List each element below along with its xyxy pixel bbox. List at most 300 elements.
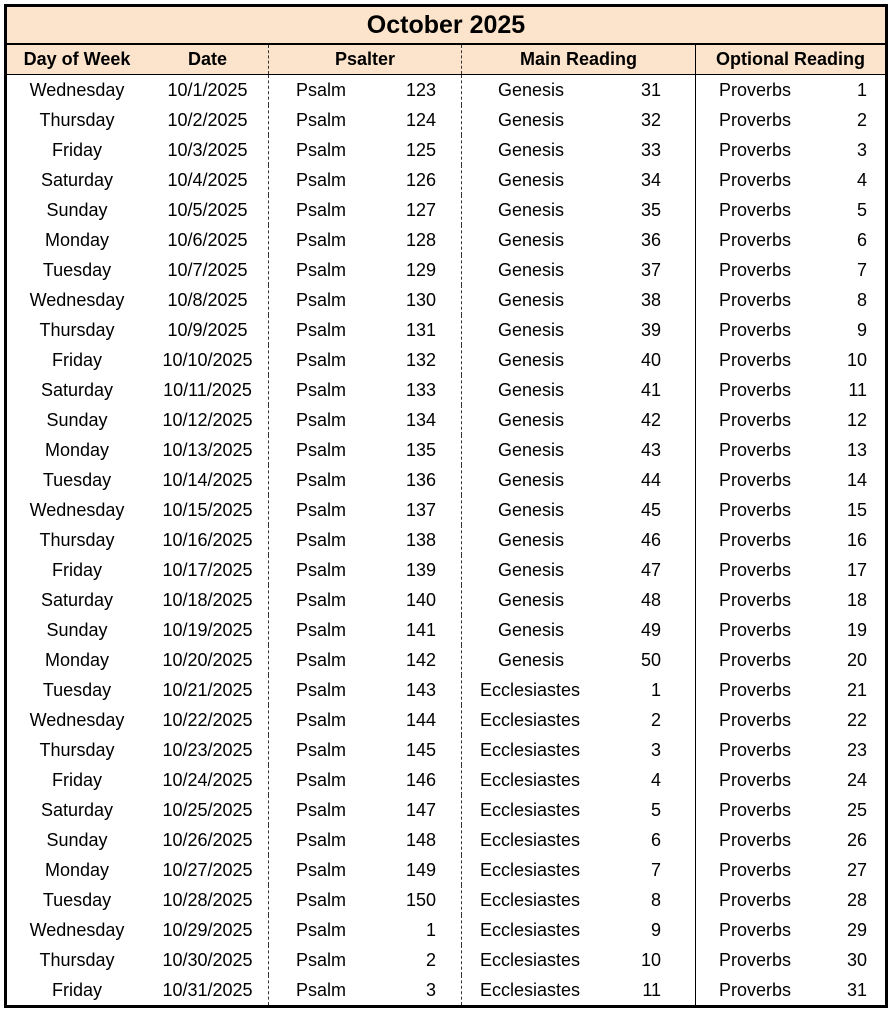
cell-main-reading (462, 705, 696, 735)
optional-reading-book: Proverbs (719, 259, 792, 280)
main-reading-chapter: 37 (640, 259, 661, 280)
cell-psalter (269, 885, 462, 915)
optional-reading-chapter: 15 (846, 499, 867, 520)
cell-day-of-week: Wednesday (29, 79, 125, 100)
header-row (7, 45, 885, 75)
cell-main-reading (462, 555, 696, 585)
main-reading-book: Genesis (498, 499, 565, 520)
optional-reading-book: Proverbs (719, 919, 792, 940)
psalter-book: Psalm (296, 739, 347, 760)
psalter-chapter: 144 (405, 709, 436, 730)
psalter-chapter: 142 (405, 649, 436, 670)
cell-date: 10/30/2025 (147, 945, 269, 975)
main-reading-chapter: 39 (640, 319, 661, 340)
cell-day-of-week: Saturday (40, 589, 114, 610)
cell-main-reading (462, 885, 696, 915)
psalter-book: Psalm (296, 229, 347, 250)
cell-day-of-week: Monday (44, 439, 110, 460)
cell-date: 10/27/2025 (147, 855, 269, 885)
optional-reading-book: Proverbs (719, 739, 792, 760)
main-reading-book: Ecclesiastes (480, 799, 581, 820)
main-reading-chapter: 4 (650, 769, 661, 790)
optional-reading-chapter: 20 (846, 649, 867, 670)
cell-day-of-week: Tuesday (42, 469, 112, 490)
psalter-book: Psalm (296, 619, 347, 640)
main-reading-book: Genesis (498, 109, 565, 130)
psalter-book: Psalm (296, 319, 347, 340)
psalter-book: Psalm (296, 289, 347, 310)
main-reading-book: Genesis (498, 169, 565, 190)
table-body (7, 75, 885, 1005)
cell-psalter (269, 555, 462, 585)
psalter-book: Psalm (296, 679, 347, 700)
cell-date: 10/15/2025 (147, 495, 269, 525)
psalter-chapter: 138 (405, 529, 436, 550)
cell-date: 10/2/2025 (147, 105, 269, 135)
cell-date: 10/3/2025 (147, 135, 269, 165)
psalter-chapter: 124 (405, 109, 436, 130)
cell-optional-reading (696, 585, 885, 615)
psalter-chapter: 139 (405, 559, 436, 580)
psalter-chapter: 126 (405, 169, 436, 190)
cell-psalter (269, 525, 462, 555)
cell-psalter (269, 915, 462, 945)
table-row (7, 915, 885, 945)
cell-optional-reading (696, 615, 885, 645)
optional-reading-chapter: 28 (846, 889, 867, 910)
cell-main-reading (462, 255, 696, 285)
cell-main-reading (462, 525, 696, 555)
cell-psalter (269, 795, 462, 825)
psalter-chapter: 141 (405, 619, 436, 640)
main-reading-book: Genesis (498, 259, 565, 280)
psalter-chapter: 147 (405, 799, 436, 820)
main-reading-chapter: 5 (650, 799, 661, 820)
optional-reading-chapter: 18 (846, 589, 867, 610)
cell-date: 10/16/2025 (147, 525, 269, 555)
cell-psalter (269, 705, 462, 735)
main-reading-book: Genesis (498, 529, 565, 550)
psalter-book: Psalm (296, 859, 347, 880)
optional-reading-chapter: 10 (846, 349, 867, 370)
optional-reading-book: Proverbs (719, 109, 792, 130)
optional-reading-chapter: 13 (846, 439, 867, 460)
cell-optional-reading (696, 945, 885, 975)
psalter-book: Psalm (296, 349, 347, 370)
psalter-book: Psalm (296, 79, 347, 100)
cell-psalter (269, 165, 462, 195)
cell-psalter (269, 285, 462, 315)
table-row (7, 405, 885, 435)
cell-psalter (269, 105, 462, 135)
optional-reading-chapter: 25 (846, 799, 867, 820)
cell-main-reading (462, 795, 696, 825)
main-reading-chapter: 43 (640, 439, 661, 460)
cell-day-of-week: Sunday (46, 829, 108, 850)
optional-reading-chapter: 17 (846, 559, 867, 580)
psalter-book: Psalm (296, 889, 347, 910)
cell-main-reading (462, 675, 696, 705)
cell-optional-reading (696, 555, 885, 585)
main-reading-book: Genesis (498, 349, 565, 370)
cell-day-of-week: Friday (51, 979, 102, 1000)
cell-main-reading (462, 285, 696, 315)
table-row (7, 975, 885, 1005)
cell-main-reading (462, 435, 696, 465)
main-reading-book: Ecclesiastes (480, 769, 581, 790)
psalter-chapter: 129 (405, 259, 436, 280)
cell-optional-reading (696, 825, 885, 855)
main-reading-book: Genesis (498, 469, 565, 490)
cell-optional-reading (696, 285, 885, 315)
main-reading-book: Genesis (498, 559, 565, 580)
main-reading-chapter: 31 (640, 79, 661, 100)
cell-optional-reading (696, 75, 885, 105)
main-reading-book: Genesis (498, 289, 565, 310)
psalter-chapter: 143 (405, 679, 436, 700)
optional-reading-book: Proverbs (719, 859, 792, 880)
table-row (7, 555, 885, 585)
cell-main-reading (462, 165, 696, 195)
main-reading-chapter: 48 (640, 589, 661, 610)
psalter-book: Psalm (296, 259, 347, 280)
optional-reading-chapter: 8 (856, 289, 867, 310)
cell-psalter (269, 615, 462, 645)
cell-date: 10/9/2025 (147, 315, 269, 345)
cell-date: 10/8/2025 (147, 285, 269, 315)
cell-main-reading (462, 975, 696, 1005)
main-reading-book: Genesis (498, 199, 565, 220)
psalter-book: Psalm (296, 979, 347, 1000)
cell-day-of-week: Thursday (39, 109, 115, 130)
cell-main-reading (462, 915, 696, 945)
cell-optional-reading (696, 735, 885, 765)
cell-date: 10/14/2025 (147, 465, 269, 495)
psalter-book: Psalm (296, 649, 347, 670)
cell-day-of-week: Sunday (46, 409, 108, 430)
optional-reading-chapter: 30 (846, 949, 867, 970)
cell-optional-reading (696, 435, 885, 465)
cell-day-of-week: Tuesday (42, 679, 112, 700)
cell-main-reading (462, 855, 696, 885)
table-row (7, 255, 885, 285)
cell-psalter (269, 315, 462, 345)
cell-day-of-week: Friday (51, 559, 102, 580)
psalter-chapter: 133 (405, 379, 436, 400)
header-optional-reading: Optional Reading (715, 49, 865, 69)
optional-reading-book: Proverbs (719, 469, 792, 490)
optional-reading-chapter: 21 (846, 679, 867, 700)
main-reading-book: Genesis (498, 619, 565, 640)
psalter-chapter: 131 (405, 319, 436, 340)
main-reading-chapter: 40 (640, 349, 661, 370)
table-row (7, 375, 885, 405)
psalter-chapter: 148 (405, 829, 436, 850)
cell-optional-reading (696, 885, 885, 915)
optional-reading-chapter: 2 (856, 109, 867, 130)
main-reading-book: Ecclesiastes (480, 889, 581, 910)
main-reading-chapter: 42 (640, 409, 661, 430)
cell-main-reading (462, 345, 696, 375)
cell-psalter (269, 465, 462, 495)
cell-day-of-week: Sunday (46, 619, 108, 640)
psalter-book: Psalm (296, 499, 347, 520)
cell-day-of-week: Saturday (40, 799, 114, 820)
cell-psalter (269, 945, 462, 975)
optional-reading-book: Proverbs (719, 319, 792, 340)
optional-reading-book: Proverbs (719, 559, 792, 580)
cell-date: 10/5/2025 (147, 195, 269, 225)
psalter-chapter: 146 (405, 769, 436, 790)
optional-reading-book: Proverbs (719, 889, 792, 910)
cell-main-reading (462, 465, 696, 495)
cell-main-reading (462, 645, 696, 675)
optional-reading-book: Proverbs (719, 529, 792, 550)
psalter-chapter: 3 (425, 979, 436, 1000)
main-reading-book: Ecclesiastes (480, 829, 581, 850)
cell-optional-reading (696, 165, 885, 195)
optional-reading-chapter: 19 (846, 619, 867, 640)
cell-date: 10/11/2025 (147, 375, 269, 405)
optional-reading-chapter: 3 (856, 139, 867, 160)
cell-date: 10/23/2025 (147, 735, 269, 765)
cell-psalter (269, 375, 462, 405)
cell-psalter (269, 675, 462, 705)
cell-optional-reading (696, 405, 885, 435)
cell-psalter (269, 435, 462, 465)
cell-psalter (269, 765, 462, 795)
optional-reading-book: Proverbs (719, 229, 792, 250)
cell-day-of-week: Wednesday (29, 919, 125, 940)
psalter-chapter: 132 (405, 349, 436, 370)
cell-psalter (269, 135, 462, 165)
cell-psalter (269, 195, 462, 225)
psalter-chapter: 145 (405, 739, 436, 760)
optional-reading-book: Proverbs (719, 589, 792, 610)
main-reading-book: Genesis (498, 319, 565, 340)
cell-main-reading (462, 225, 696, 255)
table-row (7, 345, 885, 375)
cell-main-reading (462, 135, 696, 165)
main-reading-chapter: 47 (640, 559, 661, 580)
table-row (7, 135, 885, 165)
main-reading-chapter: 8 (650, 889, 661, 910)
cell-date: 10/10/2025 (147, 345, 269, 375)
cell-day-of-week: Monday (44, 859, 110, 880)
cell-date: 10/1/2025 (147, 75, 269, 105)
table-title: October 2025 (7, 7, 885, 45)
psalter-chapter: 137 (405, 499, 436, 520)
cell-optional-reading (696, 375, 885, 405)
psalter-book: Psalm (296, 199, 347, 220)
table-row (7, 645, 885, 675)
main-reading-book: Genesis (498, 409, 565, 430)
psalter-chapter: 2 (425, 949, 436, 970)
optional-reading-book: Proverbs (719, 439, 792, 460)
table-row (7, 615, 885, 645)
table-row (7, 825, 885, 855)
cell-optional-reading (696, 675, 885, 705)
optional-reading-chapter: 14 (846, 469, 867, 490)
cell-day-of-week: Sunday (46, 199, 108, 220)
main-reading-book: Ecclesiastes (480, 709, 581, 730)
psalter-chapter: 149 (405, 859, 436, 880)
psalter-book: Psalm (296, 709, 347, 730)
psalter-book: Psalm (296, 559, 347, 580)
optional-reading-book: Proverbs (719, 289, 792, 310)
main-reading-book: Ecclesiastes (480, 979, 581, 1000)
optional-reading-book: Proverbs (719, 979, 792, 1000)
psalter-chapter: 128 (405, 229, 436, 250)
main-reading-chapter: 2 (650, 709, 661, 730)
table-row (7, 795, 885, 825)
psalter-book: Psalm (296, 799, 347, 820)
cell-date: 10/29/2025 (147, 915, 269, 945)
table-row (7, 525, 885, 555)
cell-psalter (269, 405, 462, 435)
cell-main-reading (462, 765, 696, 795)
table-row (7, 435, 885, 465)
main-reading-book: Ecclesiastes (480, 739, 581, 760)
cell-main-reading (462, 615, 696, 645)
main-reading-chapter: 7 (650, 859, 661, 880)
optional-reading-book: Proverbs (719, 79, 792, 100)
cell-optional-reading (696, 465, 885, 495)
cell-day-of-week: Tuesday (42, 259, 112, 280)
cell-day-of-week: Monday (44, 649, 110, 670)
cell-date: 10/21/2025 (147, 675, 269, 705)
optional-reading-chapter: 24 (846, 769, 867, 790)
psalter-chapter: 140 (405, 589, 436, 610)
psalter-book: Psalm (296, 379, 347, 400)
psalter-book: Psalm (296, 469, 347, 490)
main-reading-chapter: 49 (640, 619, 661, 640)
header-day-of-week: Day of Week (23, 49, 131, 69)
cell-psalter (269, 645, 462, 675)
cell-optional-reading (696, 195, 885, 225)
cell-optional-reading (696, 495, 885, 525)
main-reading-book: Genesis (498, 649, 565, 670)
main-reading-chapter: 9 (650, 919, 661, 940)
cell-day-of-week: Tuesday (42, 889, 112, 910)
table-row (7, 675, 885, 705)
cell-date: 10/28/2025 (147, 885, 269, 915)
main-reading-book: Genesis (498, 589, 565, 610)
main-reading-book: Genesis (498, 379, 565, 400)
psalter-book: Psalm (296, 829, 347, 850)
psalter-book: Psalm (296, 109, 347, 130)
psalter-chapter: 1 (425, 919, 436, 940)
optional-reading-book: Proverbs (719, 409, 792, 430)
psalter-chapter: 123 (405, 79, 436, 100)
psalter-book: Psalm (296, 139, 347, 160)
optional-reading-book: Proverbs (719, 169, 792, 190)
optional-reading-book: Proverbs (719, 199, 792, 220)
psalter-chapter: 130 (405, 289, 436, 310)
optional-reading-chapter: 22 (846, 709, 867, 730)
cell-optional-reading (696, 315, 885, 345)
optional-reading-chapter: 4 (856, 169, 867, 190)
cell-date: 10/25/2025 (147, 795, 269, 825)
cell-optional-reading (696, 645, 885, 675)
main-reading-chapter: 32 (640, 109, 661, 130)
table-row (7, 195, 885, 225)
table-row (7, 855, 885, 885)
psalter-chapter: 136 (405, 469, 436, 490)
cell-day-of-week: Wednesday (29, 289, 125, 310)
cell-main-reading (462, 195, 696, 225)
optional-reading-book: Proverbs (719, 619, 792, 640)
cell-date: 10/17/2025 (147, 555, 269, 585)
cell-main-reading (462, 495, 696, 525)
main-reading-chapter: 33 (640, 139, 661, 160)
main-reading-chapter: 3 (650, 739, 661, 760)
cell-day-of-week: Friday (51, 769, 102, 790)
optional-reading-chapter: 6 (856, 229, 867, 250)
cell-date: 10/31/2025 (147, 975, 269, 1005)
table-row (7, 705, 885, 735)
cell-date: 10/24/2025 (147, 765, 269, 795)
cell-day-of-week: Thursday (39, 529, 115, 550)
main-reading-book: Ecclesiastes (480, 949, 581, 970)
main-reading-chapter: 1 (650, 679, 661, 700)
main-reading-chapter: 38 (640, 289, 661, 310)
psalter-book: Psalm (296, 949, 347, 970)
table-row (7, 945, 885, 975)
psalter-chapter: 150 (405, 889, 436, 910)
cell-main-reading (462, 945, 696, 975)
cell-date: 10/7/2025 (147, 255, 269, 285)
cell-optional-reading (696, 855, 885, 885)
cell-main-reading (462, 405, 696, 435)
psalter-chapter: 135 (405, 439, 436, 460)
optional-reading-chapter: 23 (846, 739, 867, 760)
table-row (7, 315, 885, 345)
psalter-book: Psalm (296, 169, 347, 190)
cell-optional-reading (696, 255, 885, 285)
main-reading-book: Genesis (498, 229, 565, 250)
optional-reading-book: Proverbs (719, 349, 792, 370)
cell-day-of-week: Thursday (39, 949, 115, 970)
cell-optional-reading (696, 105, 885, 135)
main-reading-chapter: 34 (640, 169, 661, 190)
table-row (7, 495, 885, 525)
optional-reading-chapter: 5 (856, 199, 867, 220)
main-reading-book: Ecclesiastes (480, 919, 581, 940)
header-psalter: Psalter (269, 45, 462, 74)
cell-day-of-week: Thursday (39, 319, 115, 340)
optional-reading-book: Proverbs (719, 949, 792, 970)
cell-day-of-week: Wednesday (29, 709, 125, 730)
cell-day-of-week: Saturday (40, 379, 114, 400)
cell-date: 10/20/2025 (147, 645, 269, 675)
cell-optional-reading (696, 915, 885, 945)
cell-day-of-week: Monday (44, 229, 110, 250)
table-row (7, 75, 885, 105)
psalter-book: Psalm (296, 409, 347, 430)
main-reading-chapter: 45 (640, 499, 661, 520)
optional-reading-book: Proverbs (719, 499, 792, 520)
psalter-chapter: 134 (405, 409, 436, 430)
optional-reading-chapter: 7 (856, 259, 867, 280)
cell-psalter (269, 825, 462, 855)
optional-reading-book: Proverbs (719, 139, 792, 160)
cell-optional-reading (696, 795, 885, 825)
psalter-book: Psalm (296, 919, 347, 940)
table-row (7, 225, 885, 255)
table-row (7, 285, 885, 315)
cell-date: 10/18/2025 (147, 585, 269, 615)
